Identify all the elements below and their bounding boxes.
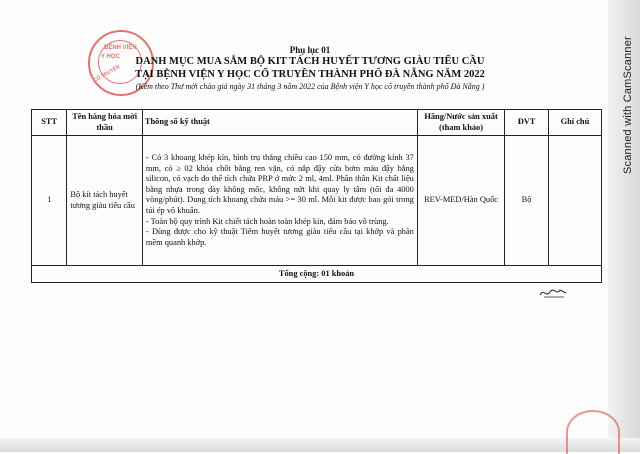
cell-maker: REV-MED/Hàn Quốc <box>417 136 504 266</box>
header-maker: Hãng/Nước sản xuất (tham khảo) <box>417 110 504 136</box>
cell-name: Bộ kít tách huyết tương giàu tiểu cầu <box>67 136 143 266</box>
cell-unit: Bộ <box>505 136 549 266</box>
stamp-text-3: CỔ TRUYỀN <box>92 64 121 84</box>
header-spec: Thông số kỹ thuật <box>142 110 417 136</box>
document-title-line1: DANH MỤC MUA SẮM BỘ KIT TÁCH HUYẾT TƯƠNG GIÀU TIỂU CẦU <box>135 56 485 67</box>
document-title-line2: TẠI BỆNH VIỆN Y HỌC CỔ TRUYỀN THÀNH PHỐ ĐÀ NẴNG NĂM 2022 <box>135 69 485 80</box>
header-name: Tên hàng hóa mời thầu <box>67 110 143 136</box>
page-bottom-shadow <box>0 438 640 452</box>
cell-stt: 1 <box>32 136 67 266</box>
table-header-row <box>32 110 602 136</box>
total-row <box>32 266 602 283</box>
partial-stamp <box>566 410 620 454</box>
document-header <box>40 45 580 92</box>
total-cell: Tổng cộng: 01 khoản <box>32 266 602 283</box>
cell-spec <box>142 136 417 266</box>
cell-note <box>548 136 601 266</box>
camscanner-watermark: Scanned with CamScanner <box>622 36 634 174</box>
header-stt: STT <box>32 110 67 136</box>
spec-line-2: - Toàn bộ quy trình Kit chiết tách hoàn toàn khép kín, đảm bảo vô trùng. <box>145 216 389 226</box>
procurement-table <box>31 109 602 283</box>
table-row <box>32 136 602 266</box>
document-subtitle: (Kèm theo Thư mời chào giá ngày 31 tháng 3 năm 2022 của Bệnh viện Y học cổ truyền thành phố Đà Nẵng ) <box>135 82 485 91</box>
spec-line-3: - Dùng được cho kỹ thuật Tiêm huyết tương giàu tiểu cầu tại khớp và phần mềm quanh khớp. <box>145 227 414 247</box>
appendix-label: Phụ lục 01 <box>289 45 331 55</box>
spec-line-1: - Có 3 khoang khép kín, hình trụ thẳng chiều cao 150 mm, có đường kính 37 mm, có ≥ 02 khóa chốt bằng ren vặn, có nắp đậy cửa bơm máu đậy bằng silicon, có vạch đo thể tích chứa PRP ở mức 2 ml, 4ml. Phần thân Kit chất liệu bằng nhựa trong dày không mốc, không nứt khi quay ly tâm (tối đa 4000 vòng/phút). Dung tích khoang chứa máu >= 30 ml. Mỗi kit được bao gói trong túi ép vô khuẩn. <box>145 153 414 215</box>
header-note: Ghi chú <box>548 110 601 136</box>
initials-signature <box>538 284 568 300</box>
stamp-text-2: Y HỌC <box>101 54 120 60</box>
header-unit: ĐVT <box>505 110 549 136</box>
stamp-text-1: BỆNH VIỆN <box>104 45 137 51</box>
